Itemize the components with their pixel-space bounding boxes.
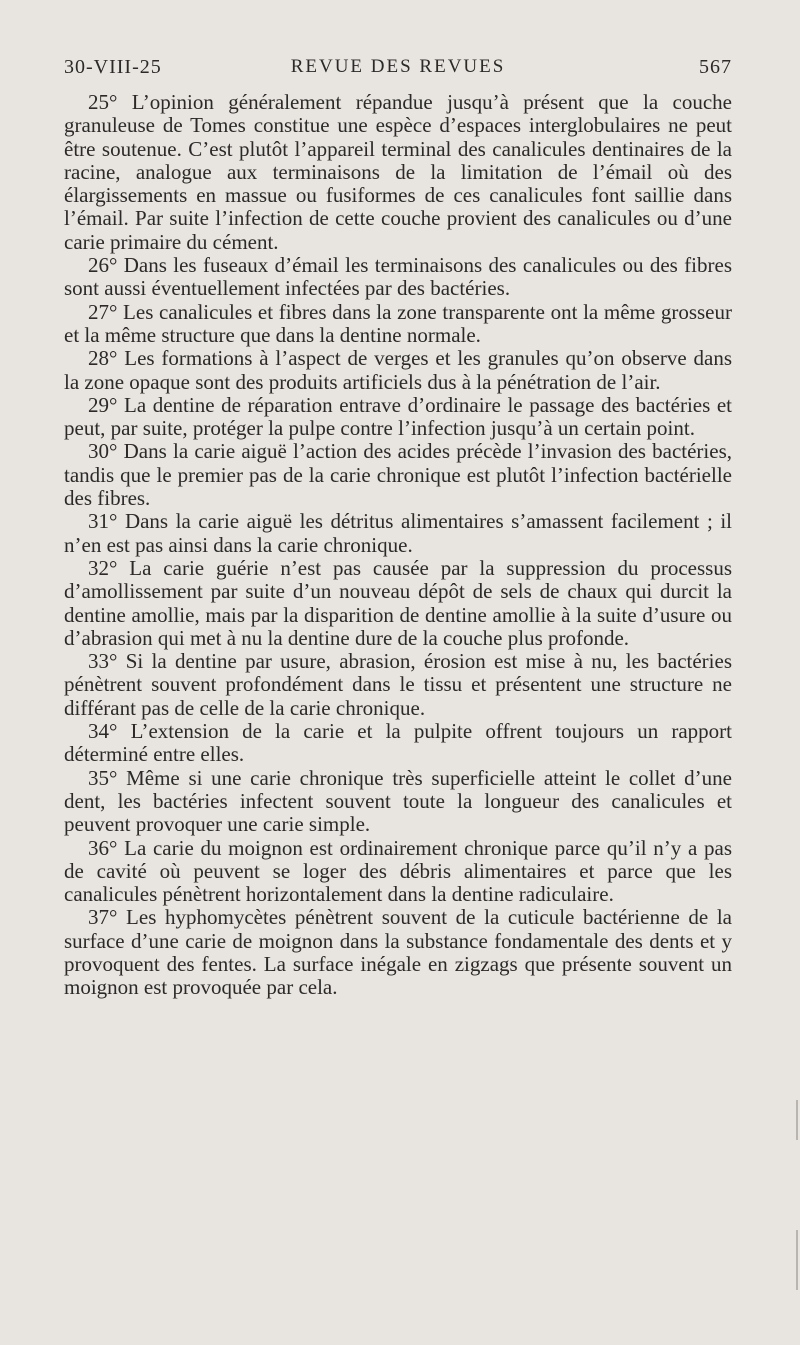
paragraph-text: L’extension de la carie et la pulpite offrent toujours un rapport déterminé entre elles.	[64, 719, 733, 767]
journal-section-title: REVUE DES REVUES	[290, 56, 506, 77]
paragraph-text: Même si une carie chronique très superficielle atteint le collet d’une dent, les bactéries infectent souvent toute la longueur des canalicules et peuvent provoquer une carie simple.	[64, 765, 732, 837]
numbered-paragraph	[64, 906, 732, 999]
page-edge-shadow	[796, 1100, 798, 1140]
paragraph-number: 28°	[88, 346, 118, 371]
paragraph-number: 26°	[88, 253, 118, 278]
paragraph-text: La carie guérie n’est pas causée par la suppression du processus d’amollissement par suite d’un nouveau dépôt de sels de chaux qui durcit la dentine amollie, mais par la disparition de dentine amollie à la suite d’usure ou d’abrasion qui met à nu la dentine dure de la couche plus profonde.	[64, 555, 732, 650]
paragraph-text: Dans la carie aiguë l’action des acides précède l’invasion des bactéries, tandis que le premier pas de la carie chronique est plutôt l’infection bactérielle des fibres.	[64, 439, 733, 511]
numbered-paragraph	[64, 440, 732, 510]
page-edge-shadow	[796, 1230, 798, 1290]
numbered-paragraph	[64, 837, 732, 907]
paragraph-text: Les formations à l’aspect de verges et les granules qu’on observe dans la zone opaque sont des produits artificiels dus à la pénétration de l’air.	[64, 346, 733, 394]
paragraph-text: La dentine de réparation entrave d’ordinaire le passage des bactéries et peut, par suite, protéger la pulpe contre l’infection jusqu’à un certain point.	[64, 392, 733, 441]
numbered-paragraph	[64, 510, 732, 557]
paragraph-number: 35°	[88, 765, 118, 790]
paragraph-text: Les canalicules et fibres dans la zone transparente ont la même grosseur et la même structure que dans la dentine normale.	[64, 299, 732, 347]
paragraph-text: Dans la carie aiguë les détritus alimentaires s’amassent facilement ; il n’en est pas ainsi dans la carie chronique.	[64, 509, 732, 557]
numbered-paragraph	[64, 254, 732, 301]
paragraph-text: L’opinion généralement répandue jusqu’à présent que la couche granuleuse de Tomes constitue une espèce d’espaces interglobulaires ne peut être soutenue. C’est plutôt l’appareil terminal des canalicules dentinaires de la racine, analogue aux terminaisons de la limitation de l’émail où des élargissements en massue ou fusiformes de ces canalicules font saillie dans l’émail. Par suite l’infection de cette couche provient des canalicules ou d’une carie primaire du cément.	[64, 90, 732, 254]
paragraph-number: 29°	[88, 392, 118, 417]
paragraph-number: 30°	[88, 439, 118, 464]
article-body	[64, 91, 732, 1000]
numbered-paragraph	[64, 347, 732, 394]
paragraph-number: 33°	[88, 649, 118, 674]
paragraph-number: 34°	[88, 719, 118, 744]
numbered-paragraph	[64, 650, 732, 720]
numbered-paragraph	[64, 301, 732, 348]
paragraph-text: Les hyphomycètes pénètrent souvent de la cuticule bactérienne de la surface d’une carie de moignon dans la substance fondamentale des dents et y provoquent des fentes. La surface inégale en zigzags que présente souvent un moignon est provoquée par cela.	[64, 905, 733, 1000]
numbered-paragraph	[64, 720, 732, 767]
paragraph-number: 37°	[88, 905, 118, 930]
numbered-paragraph	[64, 557, 732, 650]
paragraph-number: 31°	[88, 509, 118, 534]
paragraph-text: Si la dentine par usure, abrasion, érosion est mise à nu, les bactéries pénètrent souvent profondément dans le tissu et présentent une structure ne différant pas de celle de la carie chronique.	[64, 649, 732, 720]
running-header	[64, 56, 732, 86]
paragraph-number: 27°	[88, 299, 118, 324]
page-number: 567	[699, 56, 732, 78]
paragraph-text: Dans les fuseaux d’émail les terminaisons des canalicules ou des fibres sont aussi éventuellement infectées par des bactéries.	[64, 253, 732, 301]
paragraph-number: 25°	[88, 90, 118, 114]
paragraph-number: 36°	[88, 835, 118, 860]
numbered-paragraph	[64, 91, 732, 254]
numbered-paragraph	[64, 394, 732, 441]
numbered-paragraph	[64, 767, 732, 837]
issue-date: 30-VIII-25	[64, 56, 162, 78]
paragraph-number: 32°	[88, 555, 118, 580]
paragraph-text: La carie du moignon est ordinairement chronique parce qu’il n’y a pas de cavité où peuvent se loger des débris alimentaires et parce que les canalicules pénètrent horizontalement dans la dentine radiculaire.	[64, 835, 733, 907]
